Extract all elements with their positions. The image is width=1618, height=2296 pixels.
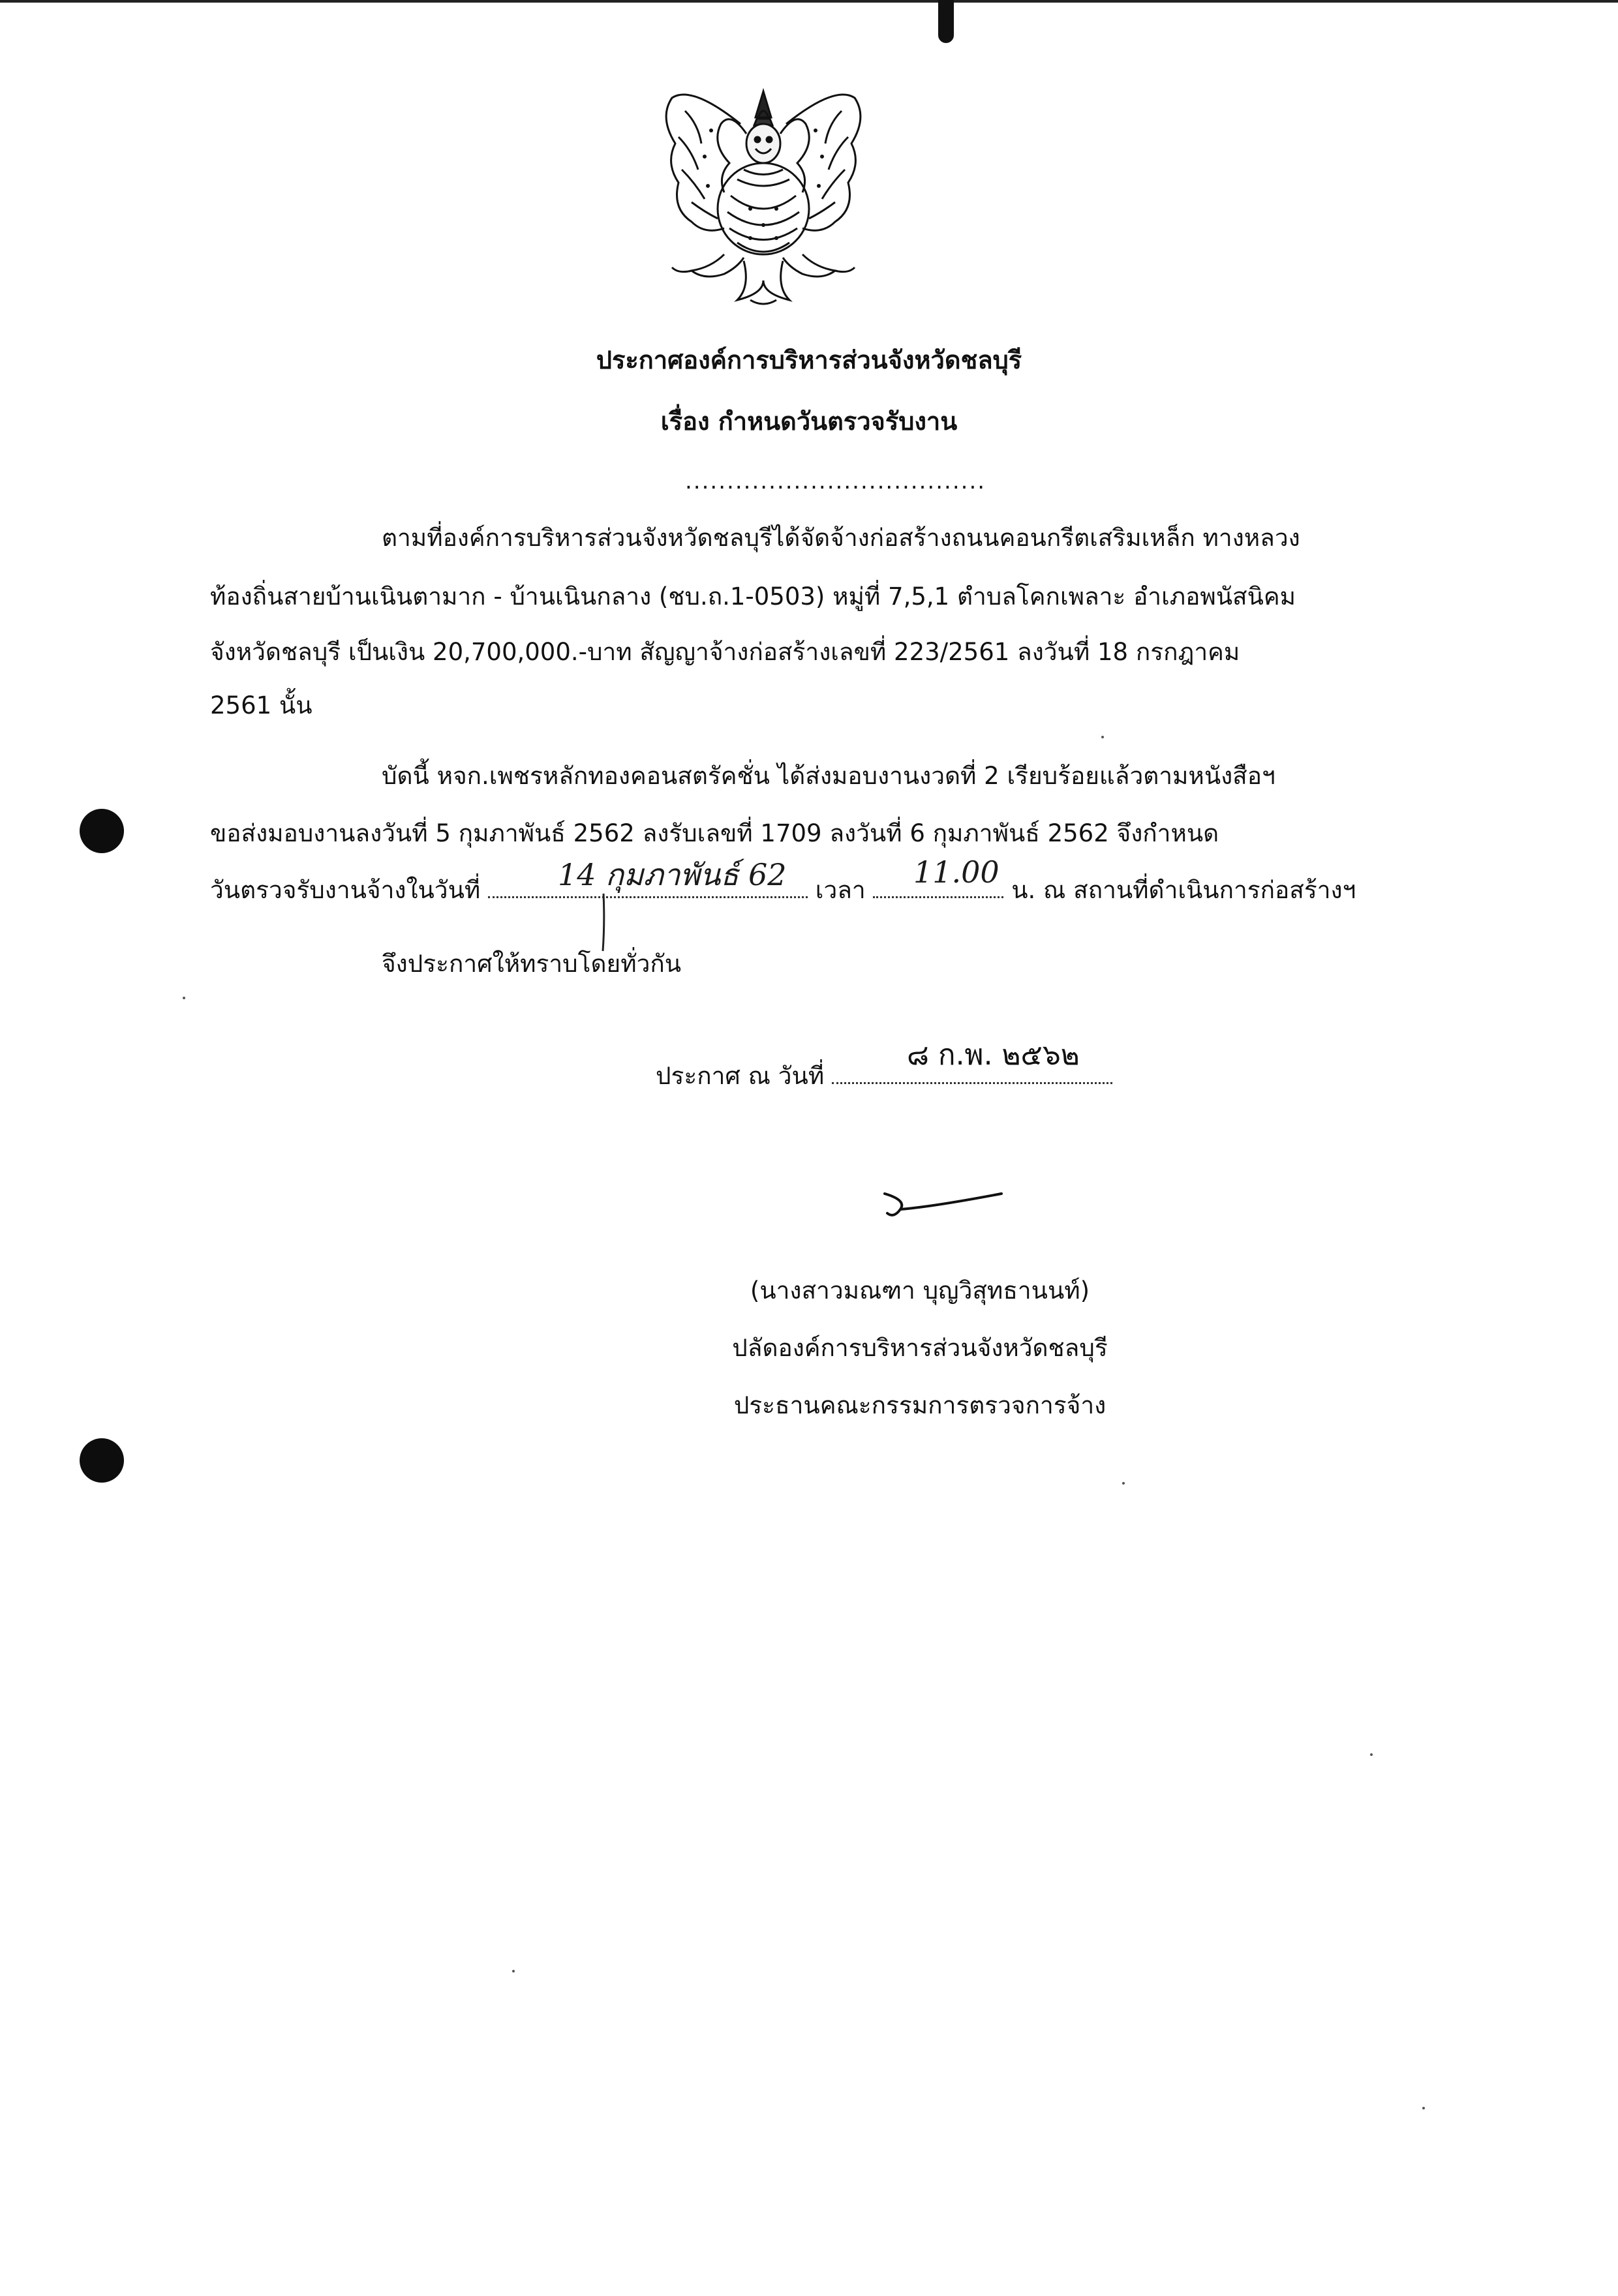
scan-speck xyxy=(512,1970,515,1972)
paragraph-2-line-1: บัดนี้ หจก.เพชรหลักทองคอนสตรัคชั่น ได้ส่งมอบงานงวดที่ 2 เรียบร้อยแล้วตามหนังสือฯ xyxy=(382,762,1275,790)
handwritten-inspection-time: 11.00 xyxy=(913,854,1000,890)
punch-hole-upper xyxy=(80,809,124,853)
handwritten-stroke xyxy=(597,894,610,952)
signatory-name: (นางสาวมณฑา บุญวิสุทธานนท์) xyxy=(750,1276,1090,1305)
paragraph-1-line-3: จังหวัดชลบุรี เป็นเงิน 20,700,000.-บาท สัญญาจ้างก่อสร้างเลขที่ 223/2561 ลงวันที่ 18 กรกฎาคม xyxy=(210,638,1240,666)
location-text: น. ณ สถานที่ดำเนินการก่อสร้างฯ xyxy=(1011,876,1356,904)
time-label: เวลา xyxy=(815,876,866,904)
inspection-date-label: วันตรวจรับงานจ้างในวันที่ xyxy=(210,876,481,904)
scan-speck xyxy=(1370,1753,1373,1756)
scan-speck xyxy=(1122,1482,1125,1485)
stamped-announcement-date: ๘ ก.พ. ๒๕๖๒ xyxy=(907,1038,1080,1072)
scan-speck xyxy=(183,997,185,999)
announcement-date-label: ประกาศ ณ วันที่ xyxy=(656,1062,825,1090)
paragraph-3-line-1: จึงประกาศให้ทราบโดยทั่วกัน xyxy=(382,950,682,978)
punch-hole-lower xyxy=(80,1438,124,1483)
paragraph-1-line-1: ตามที่องค์การบริหารส่วนจังหวัดชลบุรีได้จัดจ้างก่อสร้างถนนคอนกรีตเสริมเหล็ก ทางหลวง xyxy=(382,524,1300,552)
title-line-1: ประกาศองค์การบริหารส่วนจังหวัดชลบุรี xyxy=(596,346,1022,374)
paragraph-1-line-2: ท้องถิ่นสายบ้านเนินตามาก - บ้านเนินกลาง (ชบ.ถ.1-0503) หมู่ที่ 7,5,1 ตำบลโคกเพลาะ อำเภอพนัสนิคม xyxy=(210,582,1296,611)
paragraph-2-line-2: ขอส่งมอบงานลงวันที่ 5 กุมภาพันธ์ 2562 ลงรับเลขที่ 1709 ลงวันที่ 6 กุมภาพันธ์ 2562 จึงกำหนด xyxy=(210,819,1219,847)
signatory-block xyxy=(659,1262,1181,1434)
handwritten-inspection-date: 14 กุมภาพันธ์ 62 xyxy=(558,857,787,892)
ink-mark xyxy=(938,0,954,43)
document-title xyxy=(0,329,1618,452)
scan-top-edge xyxy=(0,0,1618,3)
scan-speck xyxy=(1422,2107,1425,2109)
garuda-emblem-icon xyxy=(652,72,874,313)
signatory-position-1: ปลัดองค์การบริหารส่วนจังหวัดชลบุรี xyxy=(732,1334,1108,1362)
title-line-2: เรื่อง กำหนดวันตรวจรับงาน xyxy=(660,407,958,436)
title-separator: .................................... xyxy=(685,468,986,494)
scan-speck xyxy=(1101,736,1104,738)
handwritten-signature xyxy=(881,1187,1005,1226)
paragraph-1-line-4: 2561 นั้น xyxy=(210,691,313,719)
signatory-position-2: ประธานคณะกรรมการตรวจการจ้าง xyxy=(733,1391,1107,1419)
